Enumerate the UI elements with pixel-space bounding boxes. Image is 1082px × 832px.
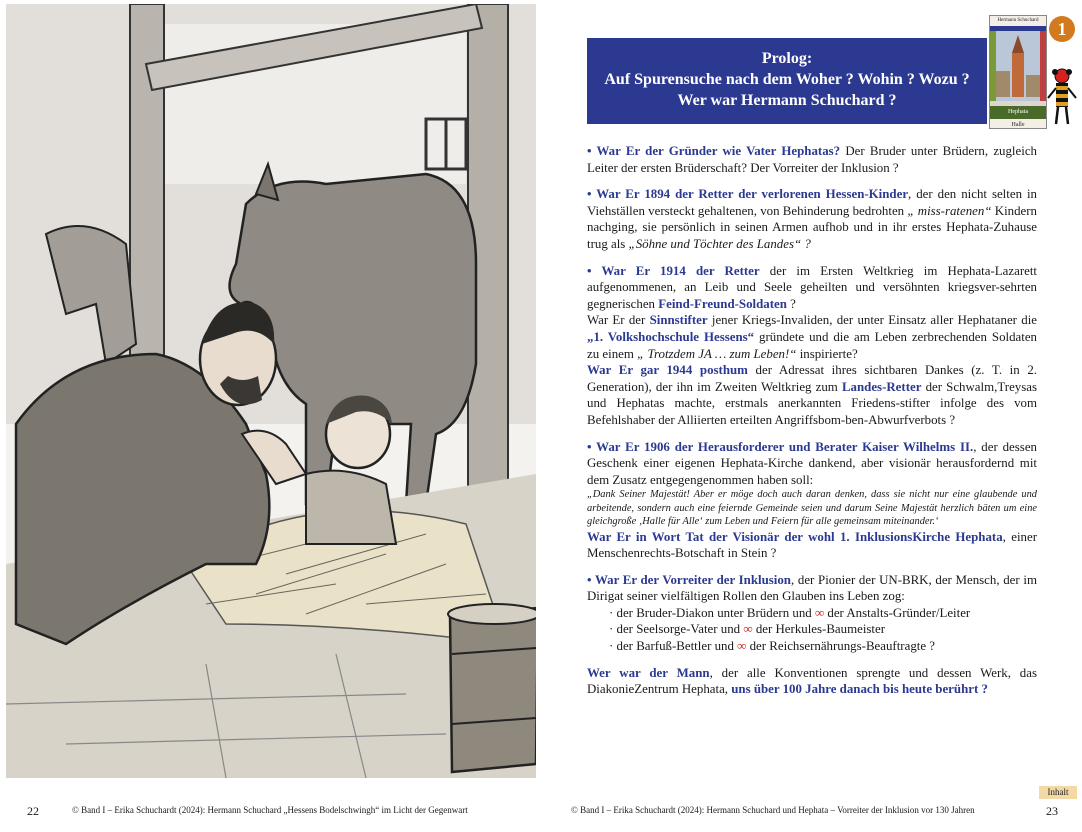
p4-highlight-1: Sinnstifter — [649, 313, 708, 328]
left-footer-credit: © Band I – Erika Schuchardt (2024): Hermann Schuchard „Hessens Bodelschwingh“ im Licht der Gegenwart — [72, 805, 468, 815]
infinity-icon: ∞ — [737, 639, 747, 654]
paragraph-sinnstifter — [587, 312, 1037, 362]
p6-lead: • War Er 1906 der Herausforderer und Berater Kaiser Wilhelms II. — [587, 439, 974, 454]
p3-text-1: der im Ersten Weltkrieg im Hephata-Lazarett aufgenommenen, an Leib und Seele geheilten und versöhnten kriegsver-sehrten gegnerischen — [587, 263, 1037, 311]
mascot-figure-icon — [1046, 66, 1078, 128]
p8-text: , der Pionier der UN-BRK, der Mensch, der im Dirigat seiner vielfältigen Rollen den Glauben ins Leben zog: — [587, 572, 1037, 604]
kaiser-quote: „Dank Seiner Majestät! Aber er möge doch auch daran denken, dass sie nicht nur eine glaubende und arbeitende, sondern auch eine feiernde Gemeinde seien und darum Seine Majestät herzlich bäten um eine gleichgroße ‚Halle für Alle‘ zum Leben und Feiern für alle gemeinsam miteinander.‘ — [587, 489, 1037, 528]
p7-text: , einer Menschenrechts-Botschaft in Stein ? — [587, 529, 1037, 561]
chapter-title-box — [587, 38, 987, 124]
church-tower-icon — [990, 31, 1046, 101]
p4-quote: „ Trotzdem JA … zum Leben!“ — [637, 346, 797, 361]
p4-text-4: inspirierte? — [796, 346, 858, 361]
paragraph-1944 — [587, 362, 1037, 428]
p2-text-1: , der den nicht selten in Viehställen versteckt gehaltenen, von Behinderung bedrohten — [587, 187, 1037, 218]
p3-text-2: ? — [786, 296, 796, 311]
stable-illustration — [6, 4, 536, 778]
p6-text: , der dessen Geschenk einer eigenen Hephata-Kirche dankend, aber visionär herausfordernd mit dem Zusatz entgegengenommen haben soll: — [587, 439, 1037, 487]
title-line-1: Prolog: — [761, 50, 813, 67]
paragraph-vorreiter — [587, 572, 1037, 605]
p8-lead: • War Er der Vorreiter der Inklusion — [587, 572, 791, 587]
p3-lead: • War Er 1914 der Retter — [587, 263, 760, 278]
p1-text: Der Bruder unter Brüdern, zugleich Leiter der ersten Brüderschaft? Der Vorreiter der Inklusion ? — [587, 144, 1037, 175]
p5-lead: War Er gar 1944 posthum — [587, 363, 748, 378]
p2-text-2: Kindern nachging, sie persönlich in seinen Armen aufhob und in ihr erstes Hephata-Zuhause trug als — [587, 203, 1038, 251]
paragraph-founder — [587, 143, 1037, 176]
infinity-icon: ∞ — [814, 605, 825, 620]
p5-text-1: der Adressat ihres sichtbaren Dankes (z. T. in 2. Generation), der ihn im Zweiten Weltkrieg zum — [587, 363, 1037, 394]
right-page-number: 23 — [1046, 804, 1058, 818]
p4-highlight-2: „1. Volkshochschule Hessens“ — [587, 329, 755, 344]
p4-text-3: gründete und die am Leben zerbrechenden Soldaten zu einem — [587, 329, 1038, 361]
p5-text-2: der Schwalm,Treysas und Hephatas machte, erstmals anerkannten Friedens-stifter infolge des vom Befehlshaber der Alliierten erteilten Angriffsbom-ben-Abwurfverbots ? — [587, 379, 1037, 427]
p9-lead: Wer war der Mann — [587, 665, 710, 680]
p4-text-2: jener Kriegs-Invaliden, der unter Einsatz aller Hephataner die — [707, 313, 1037, 328]
prolog-body-text — [587, 143, 1037, 698]
infinity-icon: ∞ — [743, 622, 753, 637]
p4-text-1: War Er der — [587, 313, 650, 328]
right-page — [541, 0, 1082, 832]
title-line-3: Wer war Hermann Schuchard ? — [677, 92, 897, 109]
p7-lead: War Er in Wort Tat der Visionär der wohl 1. InklusionsKirche Hephata — [587, 529, 1003, 544]
thumb-footer: Hephata — [990, 106, 1046, 119]
p5-highlight: Landes-Retter — [841, 379, 922, 394]
left-page-number: 22 — [27, 804, 39, 818]
role-item: · der Barfuß-Bettler und ∞ der Reichsernährungs-Beauftragte ? — [609, 639, 936, 654]
p1-lead: • War Er der Gründer wie Vater Hephatas? — [587, 144, 841, 158]
paragraph-1894 — [587, 186, 1037, 252]
p9-text: , der alle Konventionen sprengte und dessen Werk, das DiakonieZentrum Hephata, — [587, 665, 1037, 697]
chapter-number-badge: 1 — [1049, 16, 1075, 42]
paragraph-wer-war — [587, 665, 1037, 698]
title-line-2: Auf Spurensuche nach dem Woher ? Wohin ? Wozu ? — [604, 71, 970, 88]
p2-quote-1: „ miss-ratenen“ — [907, 203, 992, 218]
paragraph-1906 — [587, 439, 1037, 489]
inhalt-link[interactable]: Inhalt — [1039, 786, 1077, 799]
p2-quote-2: „Söhne und Töchter des Landes“ ? — [628, 236, 811, 251]
book-cover-thumbnail[interactable] — [989, 15, 1047, 129]
role-item: · der Bruder-Diakon unter Brüdern und ∞ der Anstalts-Gründer/Leiter — [609, 605, 971, 620]
role-item: · der Seelsorge-Vater und ∞ der Herkules-Baumeister — [609, 622, 886, 637]
thumb-title: Hermann Schuchard — [990, 16, 1046, 26]
p2-lead: • War Er 1894 der Retter der verlorenen Hessen-Kinder — [587, 187, 909, 202]
paragraph-visionaer — [587, 529, 1037, 562]
thumb-footer-2: Halle — [990, 119, 1046, 129]
p9-highlight: uns über 100 Jahre danach bis heute berührt ? — [731, 682, 988, 697]
p3-highlight: Feind-Freund-Soldaten — [658, 296, 787, 311]
right-footer-credit: © Band I – Erika Schuchardt (2024): Hermann Schuchard und Hephata – Vorreiter der Inklusion vor 130 Jahren — [571, 805, 975, 815]
paragraph-1914 — [587, 263, 1037, 313]
